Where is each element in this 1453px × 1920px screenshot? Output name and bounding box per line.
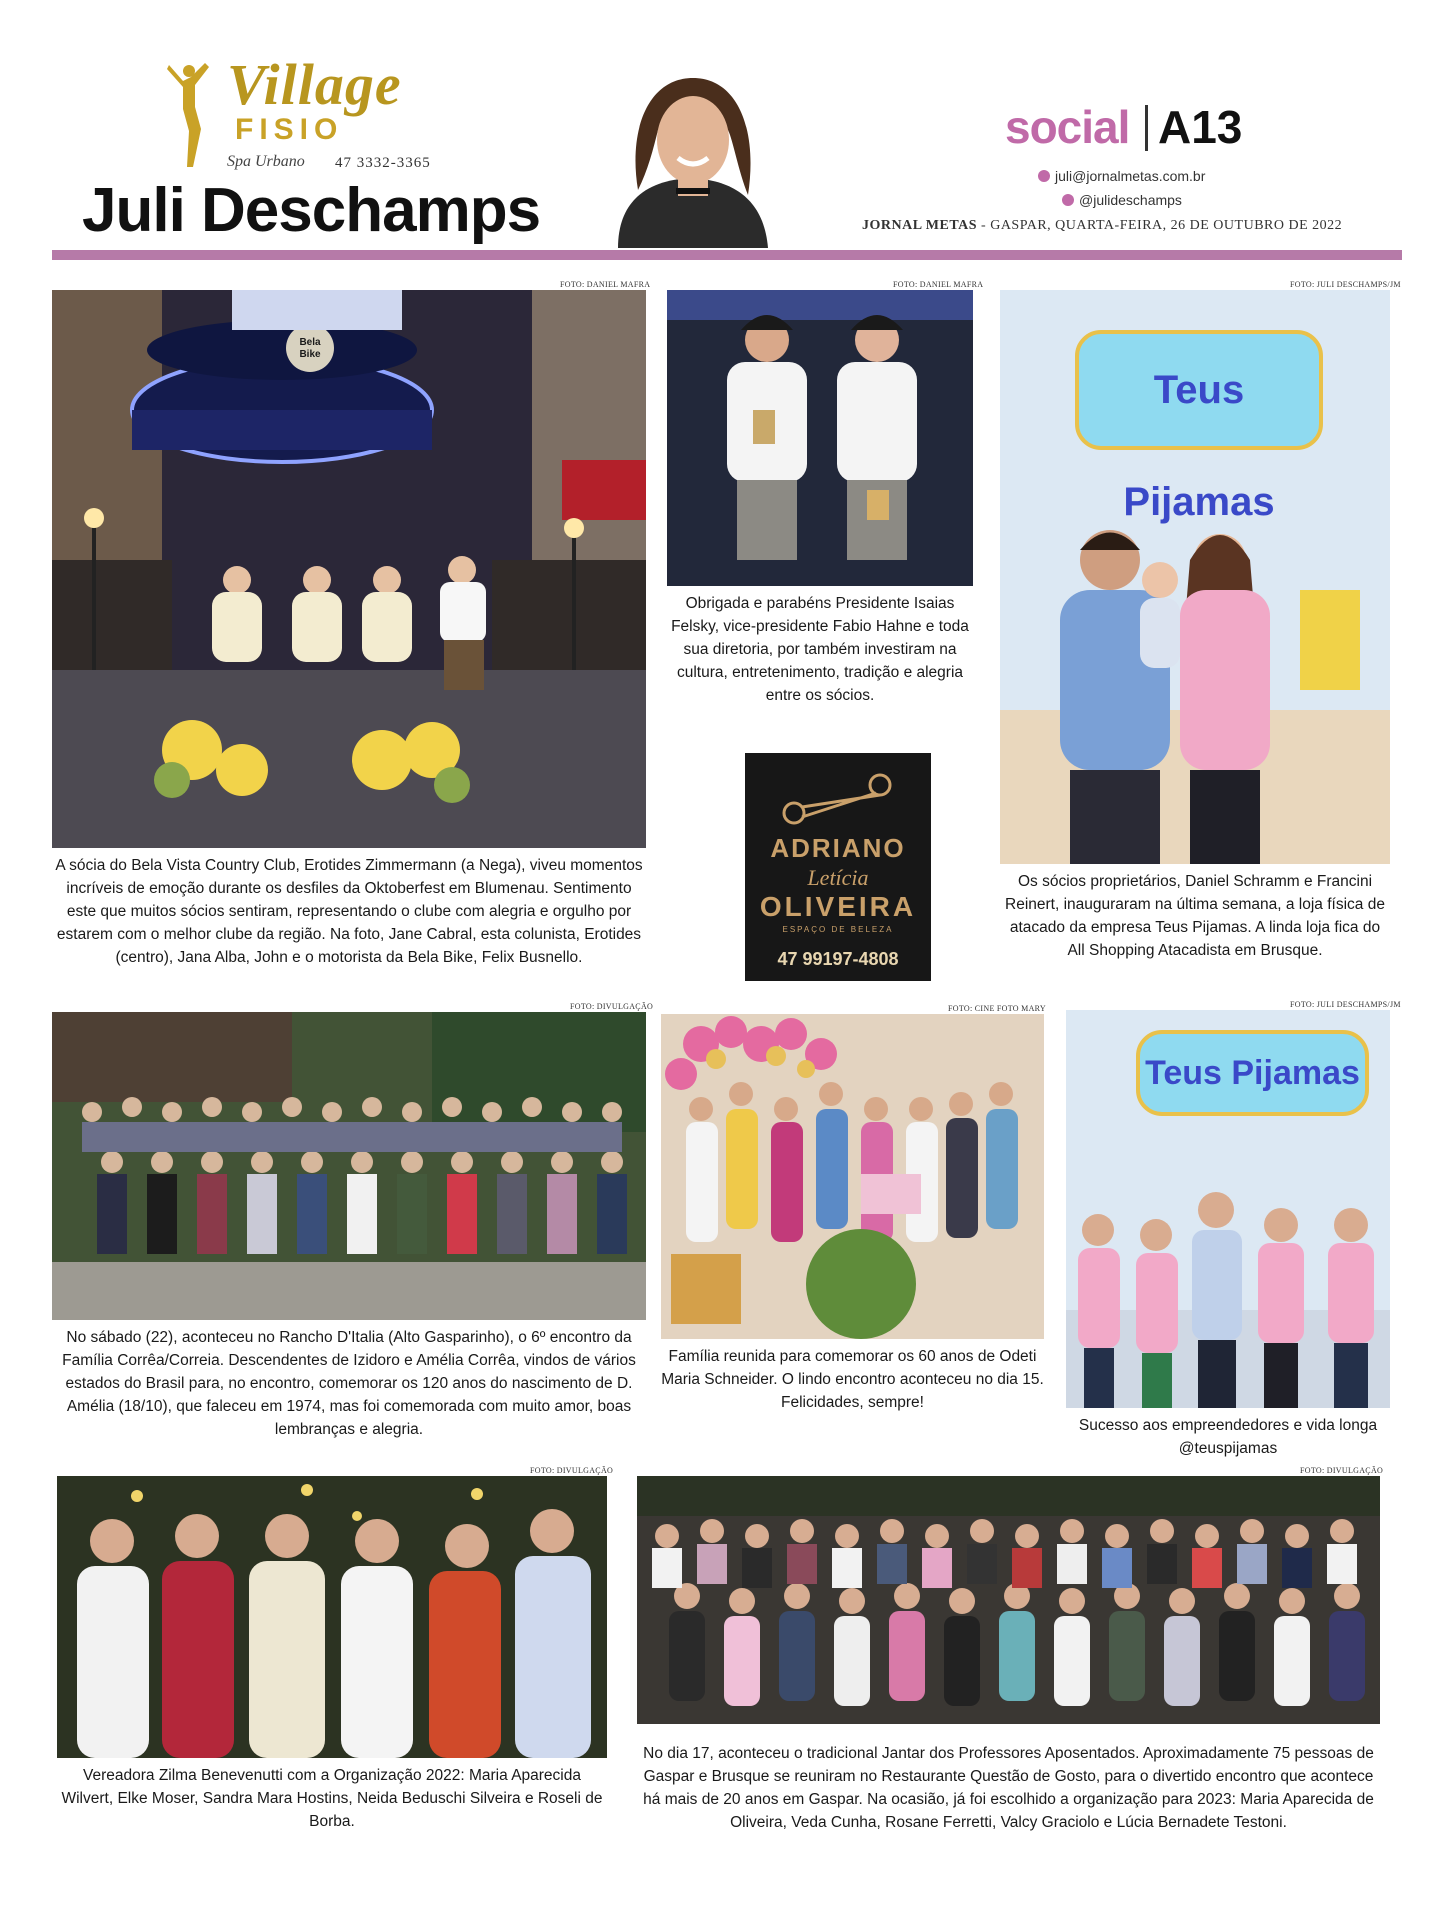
oktoberfest-caption: A sócia do Bela Vista Country Club, Erotides Zimmermann (a Nega), viveu momentos incríveis de emoção durante os desfiles da Oktoberfest em Blumenau. Sentimento este que muitos sócios sentiram, representando o clube com alegria e orgulho por estarem com o melhor clube da região. Na foto, Jane Cabral, esta colunista, Erotides (centro), Jana Alba, John e o motorista da Bela Bike, Felix Busnello. — [55, 857, 643, 966]
ad-name-line3: OLIVEIRA — [759, 891, 917, 922]
page-number: A13 — [1158, 101, 1243, 153]
email-contact[interactable] — [1038, 168, 1205, 184]
instagram-icon — [1062, 194, 1074, 206]
zilma-caption: Vereadora Zilma Benevenutti com a Organização 2022: Maria Aparecida Wilvert, Elke Moser, Sandra Mara Hostins, Neida Beduschi Silveira e Roseli de Borba. — [61, 1767, 603, 1830]
columnist-name: Juli Deschamps — [82, 176, 541, 245]
dateline-text: - GASPAR, QUARTA-FEIRA, 26 DE OUTUBRO DE 2022 — [977, 218, 1343, 233]
header-rule — [52, 250, 1402, 260]
professores-caption: No dia 17, aconteceu o tradicional Jantar dos Professores Aposentados. Aproximadamente 75 pessoas de Gaspar e Brusque se reuniram no Restaurante Questão de Gosto, para o divertido encontro que acontece há mais de 20 anos em Gaspar. Na ocasião, já foi escolhido a organização para 2023: Maria Aparecida de Oliveira, Veda Cunha, Rosane Ferretti, Valcy Graciolo e Lúcia Bernadete Testoni. — [643, 1745, 1374, 1831]
village-fisio-logo[interactable] — [165, 52, 475, 180]
email-icon — [1038, 170, 1050, 182]
ad-name-line2: Letícia — [807, 865, 869, 890]
paper-name: JORNAL METAS — [862, 218, 978, 233]
dancer-figure-icon — [165, 59, 220, 169]
salon-advertisement[interactable] — [745, 753, 931, 981]
instagram-contact[interactable] — [1062, 192, 1182, 208]
teus-pijamas-store-photo — [1000, 290, 1390, 864]
photo-credit: FOTO: DANIEL MAFRA — [560, 280, 651, 289]
photo-credit: FOTO: JULI DESCHAMPS/JM — [1290, 1000, 1401, 1009]
dateline — [862, 218, 1342, 234]
section-divider — [1145, 105, 1148, 151]
professores-dinner-photo — [637, 1476, 1380, 1724]
presidente-caption: Obrigada e parabéns Presidente Isaias Felsky, vice-presidente Fabio Hahne e toda sua diretoria, por também investiram na cultura, entretenimento, tradição e alegria entre os sócios. — [671, 595, 969, 704]
familia-correa-scene — [52, 1012, 646, 1320]
bike-sign-line1: Bela — [299, 337, 321, 348]
scissors-icon — [780, 771, 896, 827]
photo-credit: FOTO: DANIEL MAFRA — [893, 280, 984, 289]
odeti-caption: Família reunida para comemorar os 60 anos de Odeti Maria Schneider. O lindo encontro aconteceu no dia 15. Felicidades, sempre! — [661, 1348, 1044, 1411]
zilma-organization-photo — [57, 1476, 607, 1758]
professores-scene — [637, 1476, 1380, 1724]
photo-credit: FOTO: DIVULGAÇÃO — [570, 1002, 654, 1011]
odeti-birthday-photo — [661, 1014, 1044, 1339]
oktoberfest-scene — [52, 290, 646, 848]
logo-brand-text: Village — [227, 52, 402, 117]
teus-pijamas-team-photo — [1066, 1010, 1390, 1408]
logo-brand-subtext: FISIO — [235, 113, 344, 146]
photo-credit: FOTO: JULI DESCHAMPS/JM — [1290, 280, 1401, 289]
logo-phone: 47 3332-3365 — [335, 155, 431, 171]
photo-credit: FOTO: DIVULGAÇÃO — [1300, 1466, 1384, 1475]
zilma-scene — [57, 1476, 607, 1758]
bike-sign-line2: Bike — [299, 349, 321, 360]
ad-phone: 47 99197-4808 — [777, 949, 899, 969]
oktoberfest-photo — [52, 290, 646, 848]
odeti-scene — [661, 1014, 1044, 1339]
ad-name-line1: ADRIANO — [770, 833, 906, 863]
presidente-scene — [667, 290, 973, 586]
teus-pijamas-team-caption: Sucesso aos empreendedores e vida longa @teuspijamas — [1078, 1417, 1378, 1457]
familia-correa-photo — [52, 1012, 646, 1320]
instagram-handle: @julideschamps — [1079, 192, 1182, 208]
teus-pijamas-sign: Teus Pijamas — [1075, 330, 1323, 450]
columnist-portrait — [598, 70, 784, 248]
logo-tagline: Spa Urbano — [227, 153, 305, 170]
familia-correa-caption: No sábado (22), aconteceu no Rancho D'Italia (Alto Gasparinho), o 6º encontro da Família Corrêa/Correia. Descendentes de Izidoro e Amélia Corrêa, vindos de vários estados do Brasil para, no encontro, comemorar os 120 anos do nascimento de D. Amélia (18/10), que faleceu em 1974, mas foi comemorada com muito amor, boas lembranças e alegria. — [62, 1329, 636, 1438]
presidente-photo — [667, 290, 973, 586]
teus-pijamas-sign: Teus Pijamas — [1136, 1030, 1369, 1116]
photo-credit: FOTO: CINE FOTO MARY — [948, 1004, 1046, 1013]
ad-tagline: ESPAÇO DE BELEZA — [782, 925, 894, 934]
section-label: social — [1005, 101, 1130, 153]
photo-credit: FOTO: DIVULGAÇÃO — [530, 1466, 614, 1475]
email-text: juli@jornalmetas.com.br — [1055, 168, 1206, 184]
teus-pijamas-caption: Os sócios proprietários, Daniel Schramm e Francini Reinert, inauguraram na última semana, a loja física de atacado da empresa Teus Pijamas. A linda loja fica do All Shopping Atacadista em Brusque. — [1005, 873, 1385, 959]
